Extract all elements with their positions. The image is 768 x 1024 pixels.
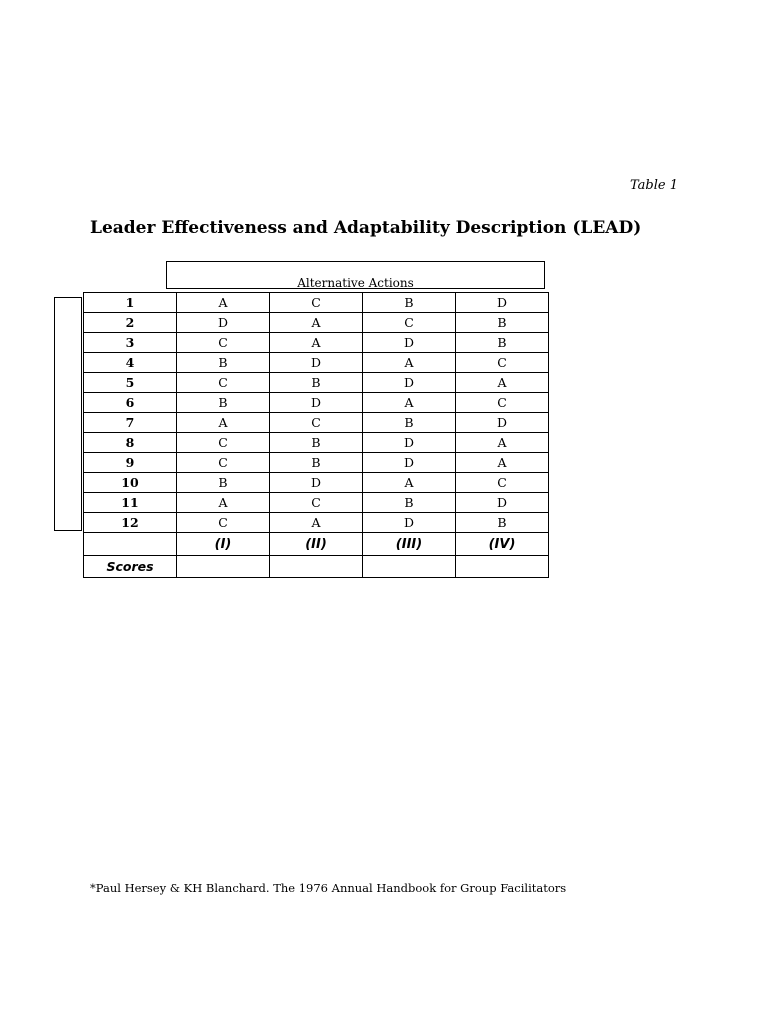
style-column-label: (II) (270, 533, 363, 556)
action-cell: D (456, 493, 549, 513)
action-cell: C (363, 313, 456, 333)
table-number-label: Table 1 (630, 178, 678, 193)
action-cell: C (456, 353, 549, 373)
action-cell: B (177, 393, 270, 413)
action-cell: A (270, 313, 363, 333)
style-column-label: (I) (177, 533, 270, 556)
situation-number: 8 (84, 433, 177, 453)
table-row (84, 353, 549, 373)
action-cell: B (456, 333, 549, 353)
footnote: *Paul Hersey & KH Blanchard. The 1976 Annual Handbook for Group Facilitators (90, 881, 567, 895)
alternative-actions-header (166, 261, 545, 289)
table-row (84, 413, 549, 433)
action-cell: D (363, 433, 456, 453)
situation-number: 2 (84, 313, 177, 333)
action-cell: A (456, 433, 549, 453)
table-row (84, 293, 549, 313)
table-row (84, 453, 549, 473)
table-row (84, 493, 549, 513)
situation-number: 12 (84, 513, 177, 533)
alternative-actions-label: Alternative Actions (297, 276, 414, 290)
situation-number: 4 (84, 353, 177, 373)
action-cell: D (363, 333, 456, 353)
action-cell: B (270, 433, 363, 453)
action-cell: D (363, 373, 456, 393)
style-column-label: (IV) (456, 533, 549, 556)
table-row (84, 393, 549, 413)
scores-row (84, 556, 549, 578)
action-cell: A (177, 293, 270, 313)
action-cell: D (363, 453, 456, 473)
action-cell: D (177, 313, 270, 333)
action-cell: B (270, 453, 363, 473)
table-row (84, 433, 549, 453)
blank-cell (84, 533, 177, 556)
action-cell: C (270, 293, 363, 313)
situation-number: 7 (84, 413, 177, 433)
score-entry-cell[interactable] (363, 556, 456, 578)
action-cell: A (177, 413, 270, 433)
action-cell: C (270, 413, 363, 433)
action-cell: D (270, 473, 363, 493)
situation-number: 10 (84, 473, 177, 493)
table-row (84, 333, 549, 353)
situation-number: 3 (84, 333, 177, 353)
score-entry-cell[interactable] (177, 556, 270, 578)
action-cell: C (177, 513, 270, 533)
situation-number: 9 (84, 453, 177, 473)
situation-number: 1 (84, 293, 177, 313)
action-cell: A (363, 473, 456, 493)
action-cell: A (456, 373, 549, 393)
action-cell: B (177, 353, 270, 373)
grid-body (84, 293, 549, 578)
action-cell: D (456, 293, 549, 313)
action-cell: B (270, 373, 363, 393)
table-row (84, 373, 549, 393)
style-column-label: (III) (363, 533, 456, 556)
action-cell: B (363, 293, 456, 313)
side-bracket-box (54, 297, 82, 531)
action-cell: B (177, 473, 270, 493)
action-cell: B (363, 493, 456, 513)
style-column-row (84, 533, 549, 556)
action-cell: C (177, 453, 270, 473)
score-entry-cell[interactable] (270, 556, 363, 578)
action-cell: A (363, 393, 456, 413)
action-cell: A (456, 453, 549, 473)
action-cell: A (177, 493, 270, 513)
action-cell: D (456, 413, 549, 433)
situation-number: 6 (84, 393, 177, 413)
action-cell: B (363, 413, 456, 433)
action-cell: C (177, 333, 270, 353)
situation-number: 11 (84, 493, 177, 513)
action-cell: A (363, 353, 456, 373)
document-title: Leader Effectiveness and Adaptability Description (LEAD) (90, 218, 642, 238)
action-cell: B (456, 513, 549, 533)
action-cell: C (456, 473, 549, 493)
action-cell: C (270, 493, 363, 513)
action-cell: C (177, 433, 270, 453)
action-cell: D (270, 393, 363, 413)
lead-answer-grid (83, 292, 549, 578)
situation-number: 5 (84, 373, 177, 393)
action-cell: C (177, 373, 270, 393)
action-cell: B (456, 313, 549, 333)
action-cell: D (363, 513, 456, 533)
table-row (84, 473, 549, 493)
scores-label: Scores (84, 556, 177, 578)
table-row (84, 313, 549, 333)
action-cell: A (270, 513, 363, 533)
action-cell: A (270, 333, 363, 353)
action-cell: D (270, 353, 363, 373)
table-row (84, 513, 549, 533)
score-entry-cell[interactable] (456, 556, 549, 578)
action-cell: C (456, 393, 549, 413)
